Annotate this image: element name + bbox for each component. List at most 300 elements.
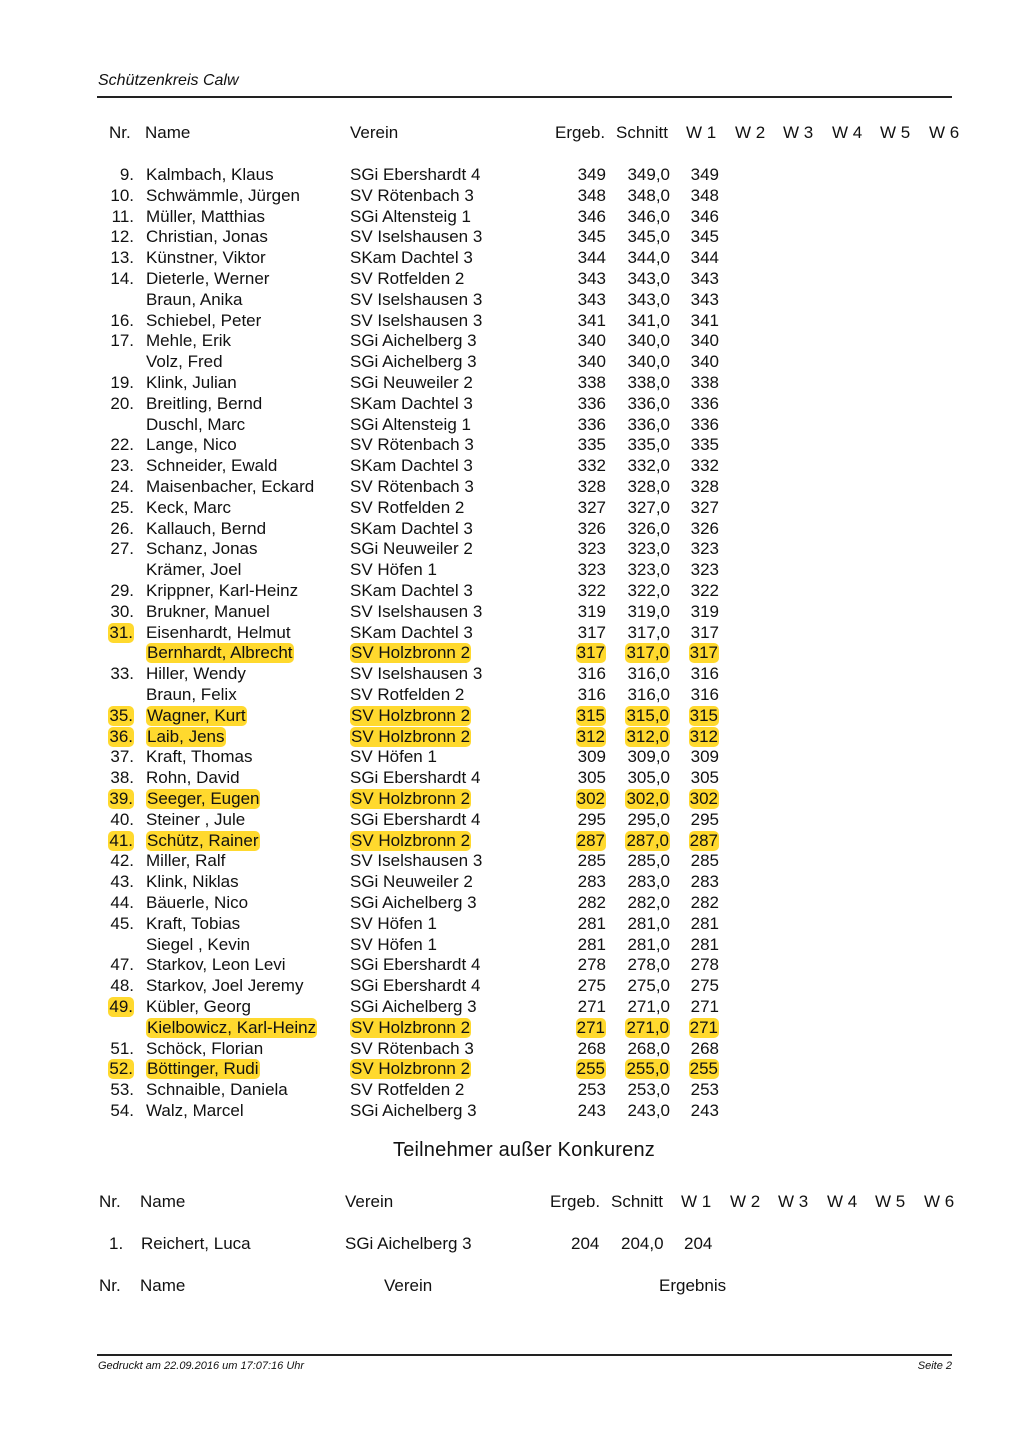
table-row — [0, 602, 1024, 623]
row-ergeb: 243 — [577, 1101, 606, 1120]
row-ergeb: 255 — [576, 1059, 605, 1079]
row-ergeb: 275 — [577, 976, 606, 996]
table-row — [0, 581, 1024, 602]
row-name: Braun, Anika — [146, 289, 243, 309]
row-name: Kraft, Tobias — [146, 913, 241, 933]
row-schnitt: 335,0 — [627, 435, 670, 455]
col-nr: Nr. — [99, 1276, 121, 1295]
table-row — [0, 997, 1024, 1018]
row-verein: SGi Altensteig 1 — [350, 414, 471, 434]
col-w5: W 5 — [875, 1192, 906, 1211]
col-verein: Verein — [384, 1276, 433, 1295]
row-nr: 51. — [110, 1038, 134, 1058]
row-schnitt: 315,0 — [626, 705, 669, 725]
row-name: Wagner, Kurt — [147, 705, 246, 725]
footer-rule — [97, 1354, 952, 1356]
row-ergeb: 326 — [577, 518, 606, 538]
row-verein: SV Höfen 1 — [350, 934, 437, 954]
row-ergeb: 268 — [577, 1038, 606, 1058]
row-name: Kraft, Thomas — [146, 747, 253, 767]
table-row — [0, 519, 1024, 540]
col-ergeb: Ergeb. — [550, 1192, 601, 1211]
row-ergeb: 204 — [571, 1234, 600, 1253]
row-w1: 338 — [690, 373, 719, 392]
row-verein: SGi Aichelberg 3 — [345, 1234, 472, 1253]
row-verein: SV Holzbronn 2 — [351, 1017, 471, 1037]
row-name: Dieterle, Werner — [146, 269, 270, 288]
row-ergeb: 338 — [577, 373, 606, 392]
row-verein: SKam Dachtel 3 — [350, 393, 473, 413]
row-verein: SV Iselshausen 3 — [350, 851, 483, 871]
row-schnitt: 341,0 — [627, 310, 670, 330]
table-row — [0, 893, 1024, 914]
row-schnitt: 323,0 — [627, 539, 670, 559]
row-w1: 275 — [690, 976, 719, 996]
row-name: Steiner , Jule — [146, 809, 246, 829]
row-schnitt: 243,0 — [627, 1101, 670, 1120]
row-ergeb: 341 — [577, 310, 606, 330]
row-schnitt: 316,0 — [627, 685, 670, 704]
row-name: Starkov, Leon Levi — [146, 955, 286, 975]
row-name: Kalmbach, Klaus — [146, 165, 274, 184]
row-w1: 317 — [690, 622, 719, 642]
col-name: Name — [145, 123, 191, 142]
row-nr: 44. — [110, 893, 134, 912]
table-row — [0, 831, 1024, 852]
row-schnitt: 346,0 — [627, 206, 670, 226]
table-row — [0, 935, 1024, 956]
row-nr: 40. — [110, 809, 134, 829]
row-name: Schneider, Ewald — [146, 456, 278, 476]
row-verein: SGi Ebershardt 4 — [350, 976, 481, 996]
row-w1: 281 — [690, 913, 719, 933]
row-name: Lange, Nico — [146, 435, 237, 455]
row-w1: 343 — [690, 269, 719, 288]
row-w1: 341 — [690, 310, 719, 330]
row-ergeb: 282 — [577, 893, 606, 912]
row-verein: SV Rotfelden 2 — [350, 685, 465, 704]
row-w1: 253 — [690, 1080, 719, 1100]
table-row — [0, 311, 1024, 332]
row-schnitt: 340,0 — [627, 331, 670, 351]
row-verein: SGi Ebershardt 4 — [350, 955, 481, 975]
row-w1: 305 — [690, 768, 719, 788]
row-name: Reichert, Luca — [141, 1234, 251, 1253]
row-w1: 336 — [690, 393, 719, 413]
row-w1: 316 — [690, 685, 719, 704]
header-rule — [97, 96, 952, 98]
row-name: Schiebel, Peter — [146, 310, 262, 330]
row-name: Braun, Felix — [146, 685, 237, 704]
row-w1: 302 — [689, 789, 718, 808]
row-schnitt: 309,0 — [627, 747, 670, 767]
row-w1: 282 — [690, 893, 719, 912]
table-row — [0, 685, 1024, 706]
table-row — [0, 851, 1024, 872]
row-nr: 12. — [110, 227, 134, 247]
table-row — [0, 394, 1024, 415]
table-row — [0, 227, 1024, 248]
row-nr: 35. — [109, 705, 133, 725]
row-verein: SV Rötenbach 3 — [350, 477, 474, 496]
row-w1: 312 — [689, 726, 718, 746]
row-verein: SKam Dachtel 3 — [350, 248, 473, 268]
row-verein: SGi Neuweiler 2 — [350, 539, 473, 559]
table-row — [0, 955, 1024, 976]
row-name: Keck, Marc — [146, 497, 232, 517]
row-schnitt: 343,0 — [627, 289, 670, 309]
print-timestamp: Gedruckt am 22.09.2016 um 17:07:16 Uhr — [98, 1360, 305, 1372]
row-schnitt: 283,0 — [627, 872, 670, 892]
row-ergeb: 332 — [577, 456, 606, 476]
row-ergeb: 323 — [577, 560, 606, 580]
row-nr: 10. — [110, 185, 134, 205]
row-schnitt: 322,0 — [627, 581, 670, 600]
table-row — [0, 664, 1024, 685]
row-w1: 345 — [690, 227, 719, 247]
row-nr: 33. — [110, 664, 134, 684]
row-verein: SV Iselshausen 3 — [350, 310, 483, 330]
row-verein: SKam Dachtel 3 — [350, 622, 473, 642]
table-row — [0, 269, 1024, 290]
row-w1: 255 — [689, 1059, 718, 1079]
row-schnitt: 271,0 — [626, 1017, 669, 1037]
row-name: Schütz, Rainer — [147, 830, 259, 850]
row-nr: 54. — [110, 1101, 134, 1120]
row-name: Siegel , Kevin — [146, 934, 250, 954]
row-name: Maisenbacher, Eckard — [146, 477, 315, 496]
row-ergeb: 343 — [577, 269, 606, 288]
row-name: Walz, Marcel — [146, 1101, 244, 1120]
col-w4: W 4 — [832, 123, 863, 142]
row-ergeb: 349 — [577, 165, 606, 184]
row-name: Starkov, Joel Jeremy — [146, 976, 304, 996]
row-ergeb: 315 — [576, 705, 605, 725]
row-nr: 47. — [110, 955, 134, 975]
row-verein: SGi Aichelberg 3 — [350, 352, 477, 372]
row-name: Müller, Matthias — [146, 206, 266, 226]
row-w1: 309 — [690, 747, 719, 767]
row-ergeb: 340 — [577, 331, 606, 351]
row-verein: SGi Neuweiler 2 — [350, 872, 473, 892]
section-title-ausser-konkurrenz: Teilnehmer außer Konkurenz — [393, 1139, 655, 1161]
table-row — [0, 1018, 1024, 1039]
row-w1: 336 — [690, 414, 719, 434]
col-verein: Verein — [345, 1192, 394, 1211]
row-ergeb: 287 — [576, 830, 605, 850]
table-row — [0, 373, 1024, 394]
row-name: Schwämmle, Jürgen — [146, 185, 301, 205]
row-ergeb: 316 — [577, 664, 606, 684]
table-row — [0, 539, 1024, 560]
row-w1: 295 — [690, 809, 719, 829]
row-name: Krämer, Joel — [146, 560, 242, 580]
row-ergeb: 343 — [577, 289, 606, 309]
row-nr: 39. — [109, 789, 133, 808]
row-ergeb: 312 — [576, 726, 605, 746]
row-schnitt: 282,0 — [627, 893, 670, 912]
table-row — [0, 1039, 1024, 1060]
row-nr: 14. — [110, 269, 134, 288]
row-name: Hiller, Wendy — [146, 664, 246, 684]
row-nr: 42. — [110, 851, 134, 871]
row-ergeb: 336 — [577, 414, 606, 434]
table-row — [0, 706, 1024, 727]
col-w2: W 2 — [735, 123, 766, 142]
row-name: Rohn, David — [146, 768, 240, 788]
row-verein: SGi Aichelberg 3 — [350, 1101, 477, 1120]
row-w1: 271 — [690, 997, 719, 1016]
col-ergeb: Ergeb. — [555, 123, 606, 142]
row-w1: 287 — [689, 830, 718, 850]
row-schnitt: 328,0 — [627, 477, 670, 496]
row-schnitt: 319,0 — [627, 601, 670, 621]
row-verein: SKam Dachtel 3 — [350, 581, 473, 600]
row-ergeb: 283 — [577, 872, 606, 892]
row-nr: 17. — [110, 331, 134, 351]
row-w1: 271 — [689, 1017, 718, 1037]
row-w1: 332 — [690, 456, 719, 476]
col-w3: W 3 — [778, 1192, 809, 1211]
col-w4: W 4 — [827, 1192, 858, 1211]
row-verein: SV Iselshausen 3 — [350, 664, 483, 684]
row-schnitt: 345,0 — [627, 227, 670, 247]
row-name: Böttinger, Rudi — [147, 1059, 259, 1079]
row-ergeb: 316 — [577, 685, 606, 704]
row-verein: SV Iselshausen 3 — [350, 227, 483, 247]
row-nr: 41. — [109, 830, 133, 850]
row-ergeb: 323 — [577, 539, 606, 559]
row-nr: 22. — [110, 435, 134, 455]
row-schnitt: 281,0 — [627, 913, 670, 933]
row-verein: SV Höfen 1 — [350, 747, 437, 767]
table-row — [0, 207, 1024, 228]
col-name: Name — [140, 1192, 186, 1211]
row-ergeb: 281 — [577, 934, 606, 954]
row-schnitt: 285,0 — [627, 851, 670, 871]
row-schnitt: 336,0 — [627, 393, 670, 413]
row-nr: 37. — [110, 747, 134, 767]
row-verein: SV Holzbronn 2 — [351, 726, 471, 746]
row-ergeb: 345 — [577, 227, 606, 247]
col-w6: W 6 — [929, 123, 960, 142]
row-nr: 27. — [110, 539, 134, 559]
row-verein: SV Holzbronn 2 — [351, 830, 471, 850]
row-ergeb: 271 — [577, 997, 606, 1016]
row-nr: 1. — [109, 1234, 124, 1253]
table-row — [0, 435, 1024, 456]
row-w1: 319 — [690, 601, 719, 621]
row-verein: SV Rötenbach 3 — [350, 1038, 474, 1058]
row-schnitt: 255,0 — [626, 1059, 669, 1079]
table-row — [0, 643, 1024, 664]
row-schnitt: 281,0 — [627, 934, 670, 954]
row-ergeb: 317 — [577, 622, 606, 642]
row-w1: 283 — [690, 872, 719, 892]
col-nr: Nr. — [99, 1192, 121, 1211]
table-row — [0, 331, 1024, 352]
row-w1: 340 — [690, 352, 719, 372]
row-nr: 13. — [110, 248, 134, 268]
row-schnitt: 349,0 — [627, 165, 670, 184]
row-nr: 20. — [110, 393, 134, 413]
row-w1: 328 — [690, 477, 719, 496]
row-verein: SV Rotfelden 2 — [350, 497, 465, 517]
row-verein: SV Holzbronn 2 — [351, 705, 471, 725]
row-ergeb: 281 — [577, 913, 606, 933]
col-schnitt: Schnitt — [616, 123, 668, 142]
row-schnitt: 332,0 — [627, 456, 670, 476]
col-w1: W 1 — [686, 123, 717, 142]
table-row — [0, 789, 1024, 810]
row-nr: 43. — [110, 872, 134, 892]
row-name: Mehle, Erik — [146, 331, 232, 351]
row-ergeb: 346 — [577, 206, 606, 226]
row-name: Bernhardt, Albrecht — [147, 643, 293, 663]
row-ergeb: 328 — [577, 477, 606, 496]
table-row — [0, 498, 1024, 519]
row-nr: 53. — [110, 1080, 134, 1100]
table-row — [0, 456, 1024, 477]
row-w1: 315 — [689, 705, 718, 725]
row-nr: 36. — [109, 726, 133, 746]
row-nr: 23. — [110, 456, 134, 476]
row-name: Kübler, Georg — [146, 997, 251, 1016]
row-verein: SV Iselshausen 3 — [350, 601, 483, 621]
table-row — [0, 352, 1024, 373]
row-schnitt: 302,0 — [626, 789, 669, 808]
row-ergeb: 305 — [577, 768, 606, 788]
row-schnitt: 317,0 — [627, 622, 670, 642]
row-nr: 29. — [110, 581, 134, 600]
row-nr: 48. — [110, 976, 134, 996]
row-schnitt: 323,0 — [627, 560, 670, 580]
table-row — [0, 623, 1024, 644]
page-number: Seite 2 — [917, 1360, 952, 1372]
row-w1: 323 — [690, 539, 719, 559]
col-w5: W 5 — [880, 123, 911, 142]
row-w1: 323 — [690, 560, 719, 580]
row-w1: 204 — [684, 1234, 713, 1253]
col-name: Name — [140, 1276, 186, 1295]
row-name: Klink, Niklas — [146, 872, 239, 892]
row-nr: 49. — [109, 997, 133, 1016]
row-verein: SV Holzbronn 2 — [351, 1059, 471, 1079]
col-w1: W 1 — [681, 1192, 712, 1211]
row-verein: SV Rotfelden 2 — [350, 1080, 465, 1100]
row-schnitt: 312,0 — [626, 726, 669, 746]
row-nr: 25. — [110, 497, 134, 517]
row-verein: SGi Altensteig 1 — [350, 206, 471, 226]
row-ergeb: 302 — [576, 789, 605, 808]
col-nr: Nr. — [109, 123, 131, 142]
row-verein: SV Iselshausen 3 — [350, 289, 483, 309]
row-ergeb: 336 — [577, 393, 606, 413]
row-nr: 31. — [109, 622, 133, 642]
row-schnitt: 336,0 — [627, 414, 670, 434]
row-verein: SKam Dachtel 3 — [350, 456, 473, 476]
table-row — [0, 914, 1024, 935]
table-row — [0, 477, 1024, 498]
row-name: Miller, Ralf — [146, 851, 226, 871]
table-row — [0, 248, 1024, 269]
row-verein: SV Holzbronn 2 — [351, 643, 471, 663]
row-w1: 348 — [690, 185, 719, 205]
row-ergeb: 348 — [577, 185, 606, 205]
row-verein: SGi Ebershardt 4 — [350, 768, 481, 788]
table-row — [0, 560, 1024, 581]
row-nr: 38. — [110, 768, 134, 788]
row-w1: 278 — [690, 955, 719, 975]
row-verein: SGi Neuweiler 2 — [350, 373, 473, 392]
row-name: Klink, Julian — [146, 373, 237, 392]
row-ergeb: 344 — [577, 248, 606, 268]
row-schnitt: 316,0 — [627, 664, 670, 684]
row-nr: 16. — [110, 310, 134, 330]
row-schnitt: 343,0 — [627, 269, 670, 288]
row-schnitt: 317,0 — [626, 643, 669, 663]
row-verein: SV Höfen 1 — [350, 913, 437, 933]
row-name: Bäuerle, Nico — [146, 893, 249, 912]
row-ergeb: 319 — [577, 601, 606, 621]
row-nr: 19. — [110, 373, 134, 392]
row-w1: 281 — [690, 934, 719, 954]
row-name: Kielbowicz, Karl-Heinz — [147, 1017, 317, 1037]
row-name: Duschl, Marc — [146, 414, 246, 434]
table-row — [0, 415, 1024, 436]
col-w3: W 3 — [783, 123, 814, 142]
row-w1: 327 — [690, 497, 719, 517]
row-verein: SGi Aichelberg 3 — [350, 997, 477, 1016]
row-ergeb: 309 — [577, 747, 606, 767]
row-ergeb: 253 — [577, 1080, 606, 1100]
row-schnitt: 344,0 — [627, 248, 670, 268]
row-name: Volz, Fred — [146, 352, 223, 372]
row-nr: 30. — [110, 601, 134, 621]
row-verein: SV Rötenbach 3 — [350, 185, 474, 205]
table-row — [0, 1059, 1024, 1080]
row-ergeb: 322 — [577, 581, 606, 600]
table-row — [0, 768, 1024, 789]
row-ergeb: 295 — [577, 809, 606, 829]
row-schnitt: 271,0 — [627, 997, 670, 1016]
row-w1: 285 — [690, 851, 719, 871]
row-schnitt: 327,0 — [627, 497, 670, 517]
table-row — [0, 872, 1024, 893]
row-w1: 344 — [690, 248, 719, 268]
row-w1: 349 — [690, 165, 719, 184]
row-verein: SGi Ebershardt 4 — [350, 165, 481, 184]
row-w1: 340 — [690, 331, 719, 351]
row-verein: SGi Aichelberg 3 — [350, 893, 477, 912]
row-schnitt: 348,0 — [627, 185, 670, 205]
row-schnitt: 253,0 — [627, 1080, 670, 1100]
row-schnitt: 278,0 — [627, 955, 670, 975]
row-name: Laib, Jens — [147, 726, 225, 746]
row-schnitt: 268,0 — [627, 1038, 670, 1058]
row-nr: 52. — [109, 1059, 133, 1079]
row-schnitt: 204,0 — [621, 1234, 664, 1253]
row-schnitt: 275,0 — [627, 976, 670, 996]
table-row — [0, 976, 1024, 997]
row-name: Schöck, Florian — [146, 1038, 264, 1058]
row-name: Kallauch, Bernd — [146, 518, 267, 538]
col-verein: Verein — [350, 123, 399, 142]
row-verein: SV Rötenbach 3 — [350, 435, 474, 455]
table-row — [0, 165, 1024, 186]
row-w1: 316 — [690, 664, 719, 684]
row-schnitt: 326,0 — [627, 518, 670, 538]
